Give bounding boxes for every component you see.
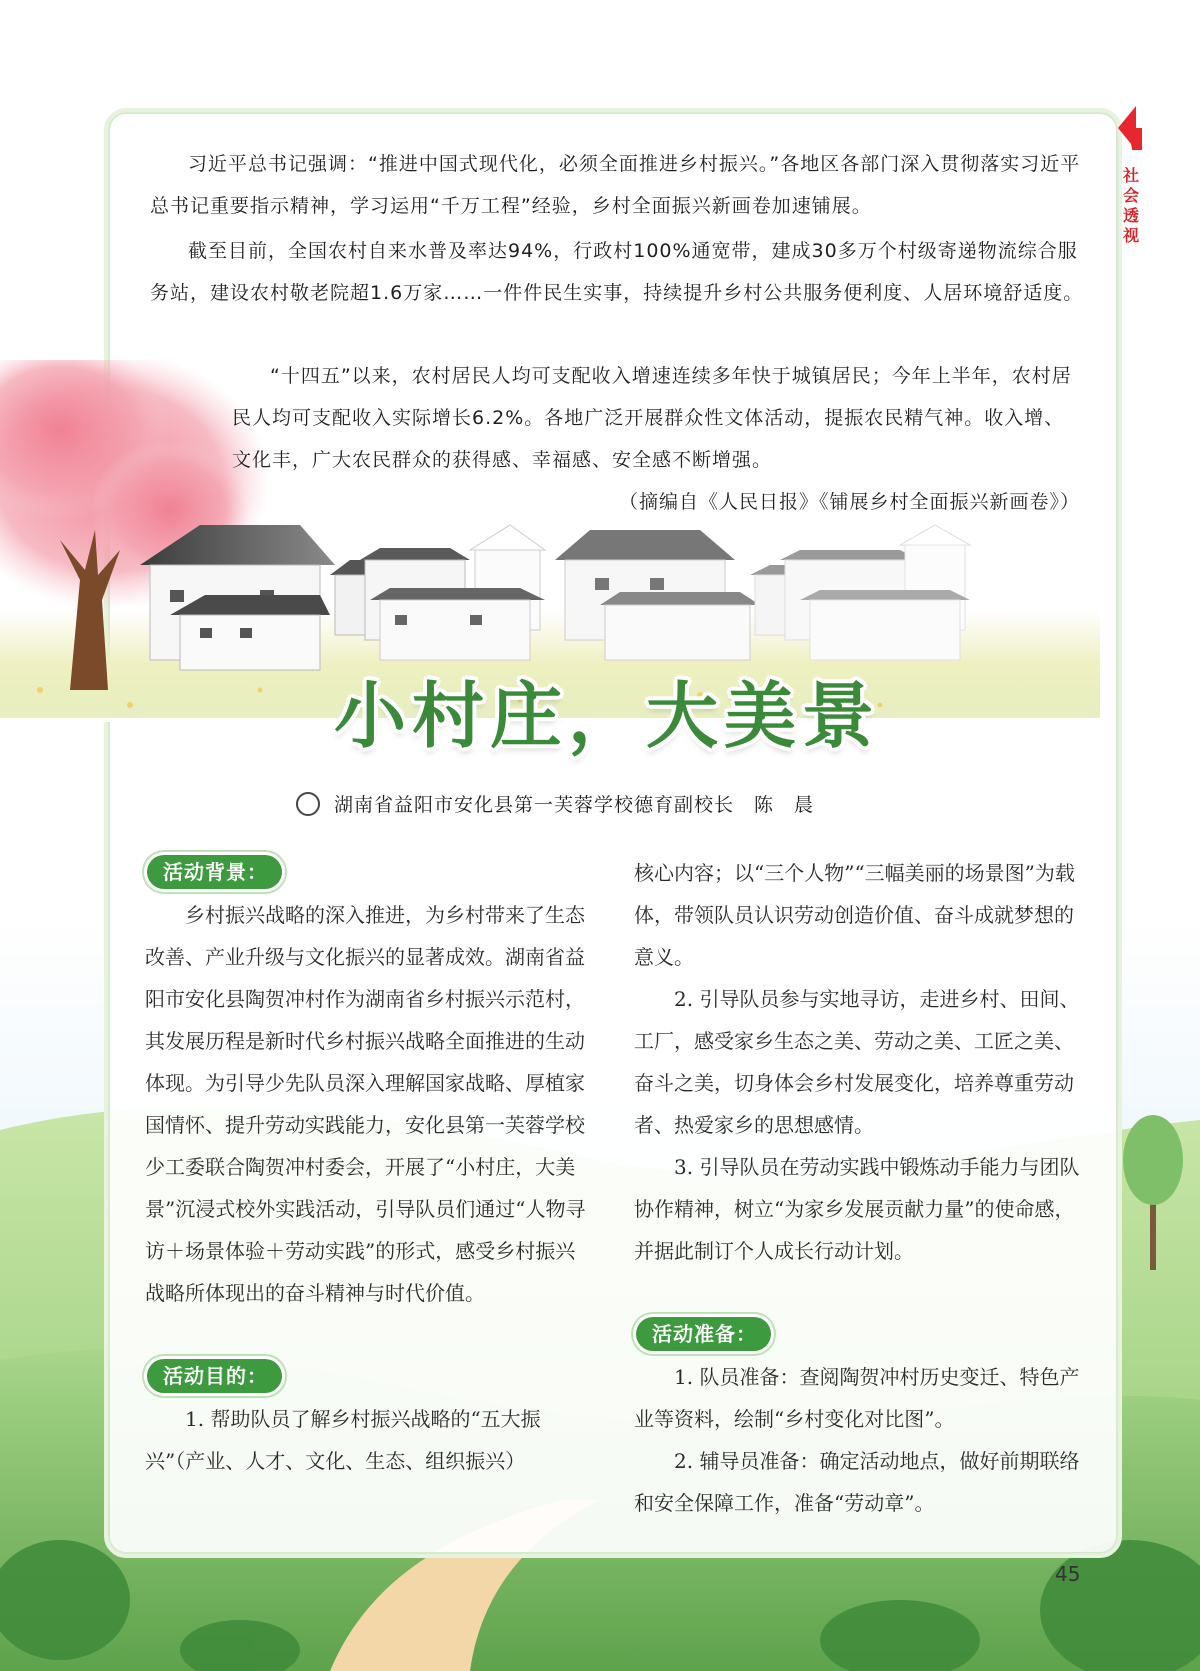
section-tab bbox=[1118, 104, 1144, 264]
purpose-item-1b: 核心内容；以“三个人物”“三幅美丽的场景图”为载体，带领队员认识劳动创造价值、奋斗成就梦想的意义。 bbox=[634, 861, 1075, 969]
section-tab-label: 社会透视 bbox=[1122, 166, 1139, 245]
prep-item-2: 2. 辅导员准备：确定活动地点，做好前期联络和安全保障工作，准备“劳动章”。 bbox=[634, 1449, 1080, 1515]
purpose-item-3: 3. 引导队员在劳动实践中锻炼动手能力与团队协作精神，树立“为家乡发展贡献力量”的使命感，并据此制订个人成长行动计划。 bbox=[634, 1155, 1080, 1263]
author-text: 湖南省益阳市安化县第一芙蓉学校德育副校长 陈 晨 bbox=[334, 794, 815, 816]
author-line bbox=[296, 790, 814, 817]
prep-item-1: 1. 队员准备：查阅陶贺冲村历史变迁、特色产业等资料，绘制“乡村变化对比图”。 bbox=[634, 1365, 1080, 1431]
quote-paragraph-3: “十四五”以来，农村居民人均可支配收入增速连续多年快于城镇居民；今年上半年，农村居民人均可支配收入实际增长6.2%。各地广泛开展群众性文体活动，提振农民精气神。收入增、文化丰，广大农民群众的获得感、幸福感、安全感不断增强。 bbox=[232, 365, 1072, 471]
left-column bbox=[145, 852, 593, 1482]
quote-paragraph-2: 截至目前，全国农村自来水普及率达94%，行政村100%通宽带，建成30多万个村级寄递物流综合服务站，建设农村敬老院超1.6万家……一件件民生实事，持续提升乡村公共服务便利度、人居环境舒适度。 bbox=[150, 240, 1084, 304]
section-badge-prep: 活动准备： bbox=[636, 1317, 771, 1351]
page-number: 45 bbox=[1055, 1562, 1081, 1586]
article-title: 小村庄，大美景 bbox=[334, 674, 881, 758]
purpose-item-1a: 1. 帮助队员了解乡村振兴战略的“五大振兴”（产业、人才、文化、生态、组织振兴） bbox=[145, 1407, 541, 1473]
circle-icon bbox=[296, 792, 320, 816]
section-badge-purpose: 活动目的： bbox=[147, 1359, 282, 1393]
quote-source: （摘编自《人民日报》《铺展乡村全面振兴新画卷》） bbox=[618, 491, 1080, 513]
background-text: 乡村振兴战略的深入推进，为乡村带来了生态改善、产业升级与文化振兴的显著成效。湖南省益阳市安化县陶贺冲村作为湖南省乡村振兴示范村，其发展历程是新时代乡村振兴战略全面推进的生动体现。为引导少先队员深入理解国家战略、厚植家国情怀、提升劳动实践能力，安化县第一芙蓉学校少工委联合陶贺冲村委会，开展了“小村庄，大美景”沉浸式校外实践活动，引导队员们通过“人物寻访＋场景体验＋劳动实践”的形式，感受乡村振兴战略所体现出的奋斗精神与时代价值。 bbox=[145, 903, 586, 1305]
quote-paragraph-1: 习近平总书记强调：“推进中国式现代化，必须全面推进乡村振兴。”各地区各部门深入贯彻落实习近平总书记重要指示精神，学习运用“千万工程”经验，乡村全面振兴新画卷加速铺展。 bbox=[150, 153, 1081, 217]
section-badge-background: 活动背景： bbox=[147, 855, 282, 889]
purpose-item-2: 2. 引导队员参与实地寻访，走进乡村、田间、工厂，感受家乡生态之美、劳动之美、工匠之美、奋斗之美，切身体会乡村发展变化，培养尊重劳动者、热爱家乡的思想感情。 bbox=[634, 987, 1080, 1137]
right-column bbox=[634, 852, 1082, 1524]
